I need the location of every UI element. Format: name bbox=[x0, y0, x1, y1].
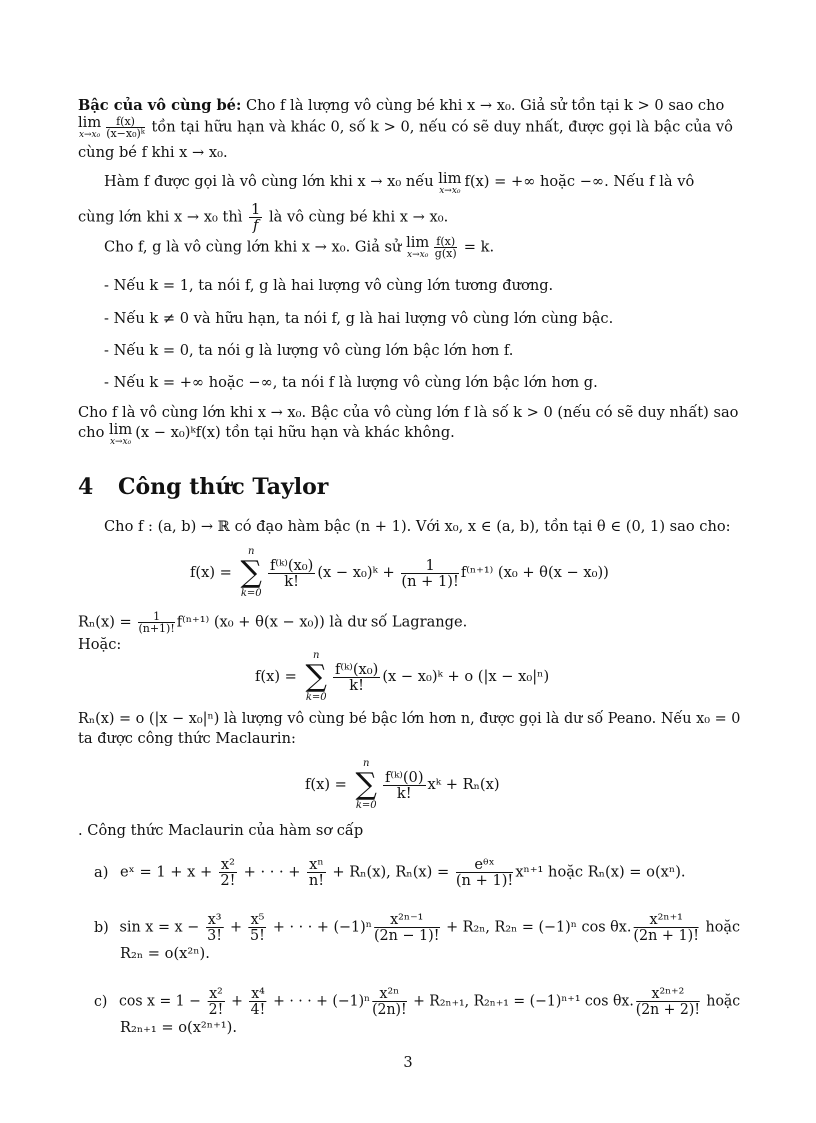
taylor-equation-peano: f(x) = n ∑ k=0 $\frac{\text{f⁽ᵏ⁾(x₀)}}{k!}$ (x − x₀)ᵏ + o (|x − x₀|ⁿ) bbox=[255, 650, 550, 703]
limit: lim x→x₀ bbox=[406, 234, 430, 260]
summation: n ∑ k=0 bbox=[305, 650, 327, 703]
fraction: $\frac{\text{x²}}{2!}$ bbox=[208, 985, 224, 1018]
section-number: 4 bbox=[78, 474, 94, 500]
maclaurin-equation: f(x) = n ∑ k=0 $\frac{\text{f⁽ᵏ⁾(0)}}{k!}$ xᵏ + Rₙ(x) bbox=[305, 758, 500, 811]
peano-line1: Rₙ(x) = o (|x − x₀|ⁿ) là lượng vô cùng bé bậc lớn hơn n, được gọi là dư số Peano. Nếu x₀ = 0 bbox=[78, 710, 741, 727]
peano-line2: ta được công thức Maclaurin: bbox=[78, 730, 296, 747]
or-label: Hoặc: bbox=[78, 636, 122, 653]
bullet-item: - Nếu k ≠ 0 và hữu hạn, ta nói f, g là hai lượng vô cùng lớn cùng bậc. bbox=[104, 310, 614, 327]
summation: n ∑ k=0 bbox=[240, 546, 262, 599]
fraction: $\frac{\text{x⁵}}{5!}$ bbox=[250, 911, 265, 944]
item-b-line2: R₂ₙ = o(x²ⁿ). bbox=[120, 945, 210, 962]
summation: n ∑ k=0 bbox=[355, 758, 377, 811]
fraction: $\frac{\text{f⁽ᵏ⁾(0)}}{k!}$ bbox=[384, 768, 424, 802]
fraction: $\frac{f(x)}{g(x)}$ bbox=[434, 235, 457, 260]
item-b: b) sin x = x − $\frac{\text{x³}}{3!}$ + $\frac{\text{x⁵}}{5!}$ + · · · + (−1)ⁿ $\frac{\text{x²ⁿ⁻¹}}{(2n - 1)!}$ + R₂ₙ, R₂ₙ = (−1)ⁿ cos θx. $\frac{\text{x²ⁿ⁺¹}}{(2n + 1)!}$ hoặc bbox=[94, 911, 740, 944]
limit: lim x→x₀ bbox=[438, 170, 462, 196]
fraction: $\frac{1}{f}$ bbox=[251, 201, 261, 234]
item-c: c) cos x = 1 − $\frac{\text{x²}}{2!}$ + $\frac{\text{x⁴}}{4!}$ + · · · + (−1)ⁿ $\frac{\text{x²ⁿ}}{(2n)!}$ + R₂ₙ₊₁, R₂ₙ₊₁ = (−1)ⁿ⁺¹ cos θx. $\frac{\text{x²ⁿ⁺²}}{(2n + 2)!}$ hoặc bbox=[94, 985, 741, 1018]
fraction: $\frac{\text{xⁿ}}{n!}$ bbox=[308, 856, 325, 889]
fraction: $\frac{\text{x⁴}}{4!}$ bbox=[250, 985, 266, 1018]
fraction: $\frac{\text{x²ⁿ⁻¹}}{(2n - 1)!}$ bbox=[373, 911, 440, 944]
para1-label: Bậc của vô cùng bé: bbox=[78, 97, 242, 114]
para1-line3: cùng bé f khi x → x₀. bbox=[78, 144, 228, 161]
para1-line2: lim x→x₀ $\frac{f(x)}{\text{(x−x₀)ᵏ}}$ tồn tại hữu hạn và khác 0, số k > 0, nếu có sẽ duy nhất, được gọi là bậc của vô bbox=[78, 114, 733, 140]
fraction: $\frac{\text{f⁽ᵏ⁾(x₀)}}{k!}$ bbox=[269, 556, 314, 590]
fraction: $\frac{\text{f⁽ᵏ⁾(x₀)}}{k!}$ bbox=[334, 660, 379, 694]
taylor-intro: Cho f : (a, b) → ℝ có đạo hàm bậc (n + 1). Với x₀, x ∈ (a, b), tồn tại θ ∈ (0, 1) sao cho: bbox=[104, 518, 731, 535]
page-number: 3 bbox=[403, 1054, 413, 1071]
section-title: Công thức Taylor bbox=[118, 474, 329, 500]
fraction: $\frac{f(x)}{\text{(x−x₀)ᵏ}}$ bbox=[106, 115, 145, 140]
bullet-item: - Nếu k = 1, ta nói f, g là hai lượng vô cùng lớn tương đương. bbox=[104, 277, 554, 294]
item-a: a) eˣ = 1 + x + $\frac{\text{x²}}{2!}$ + · · · + $\frac{\text{xⁿ}}{n!}$ + Rₙ(x), Rₙ(x) = $\frac{\text{eᶿˣ}}{(n + 1)!}$ xⁿ⁺¹ hoặc Rₙ(x) = o(xⁿ). bbox=[94, 856, 686, 889]
lagrange-remainder: Rₙ(x) = $\frac{1}{(n+1)!}$ f⁽ⁿ⁺¹⁾ (x₀ + θ(x − x₀)) là dư số Lagrange. bbox=[78, 610, 468, 635]
bullet-item: - Nếu k = 0, ta nói g là lượng vô cùng lớn bậc lớn hơn f. bbox=[104, 342, 514, 359]
item-c-line2: R₂ₙ₊₁ = o(x²ⁿ⁺¹). bbox=[120, 1019, 237, 1036]
para2-line2: cùng lớn khi x → x₀ thì $\frac{1}{f}$ là vô cùng bé khi x → x₀. bbox=[78, 201, 449, 234]
fraction: $\frac{\text{eᶿˣ}}{(n + 1)!}$ bbox=[455, 856, 514, 889]
fraction: $\frac{\text{x²ⁿ⁺¹}}{(2n + 1)!}$ bbox=[633, 911, 700, 944]
fraction: $\frac{\text{x²ⁿ⁺²}}{(2n + 2)!}$ bbox=[635, 985, 700, 1018]
fraction: $\frac{\text{x²}}{2!}$ bbox=[220, 856, 236, 889]
para4-line2: cho lim x→x₀ (x − x₀)ᵏf(x) tồn tại hữu hạn và khác không. bbox=[78, 421, 455, 447]
para4-line1: Cho f là vô cùng lớn khi x → x₀. Bậc của vô cùng lớn f là số k > 0 (nếu có sẽ duy nhất) sao bbox=[78, 404, 739, 421]
taylor-equation-lagrange: f(x) = n ∑ k=0 $\frac{\text{f⁽ᵏ⁾(x₀)}}{k!}$ (x − x₀)ᵏ + $\frac{1}{(n + 1)!}$ f⁽ⁿ⁺¹⁾ (x₀ + θ(x − x₀)) bbox=[190, 546, 609, 599]
fraction: $\frac{\text{x²ⁿ}}{(2n)!}$ bbox=[372, 985, 407, 1018]
limit: lim x→x₀ bbox=[109, 421, 133, 447]
para3: Cho f, g là vô cùng lớn khi x → x₀. Giả sử lim x→x₀ $\frac{f(x)}{g(x)}$ = k. bbox=[104, 234, 495, 260]
fraction: $\frac{1}{(n+1)!}$ bbox=[138, 610, 175, 635]
maclaurin-title: . Công thức Maclaurin của hàm sơ cấp bbox=[78, 822, 364, 839]
para2-line1: Hàm f được gọi là vô cùng lớn khi x → x₀ nếu lim x→x₀ f(x) = +∞ hoặc −∞. Nếu f là vô bbox=[104, 170, 695, 196]
bullet-item: - Nếu k = +∞ hoặc −∞, ta nói f là lượng vô cùng lớn bậc lớn hơn g. bbox=[104, 374, 598, 391]
fraction: $\frac{\text{x³}}{3!}$ bbox=[207, 911, 223, 944]
limit: lim x→x₀ bbox=[78, 114, 102, 140]
fraction: $\frac{1}{(n + 1)!}$ bbox=[401, 556, 459, 590]
section-heading bbox=[78, 474, 328, 500]
para1-line1: Bậc của vô cùng bé: Cho f là lượng vô cùng bé khi x → x₀. Giả sử tồn tại k > 0 sao cho bbox=[78, 97, 725, 114]
